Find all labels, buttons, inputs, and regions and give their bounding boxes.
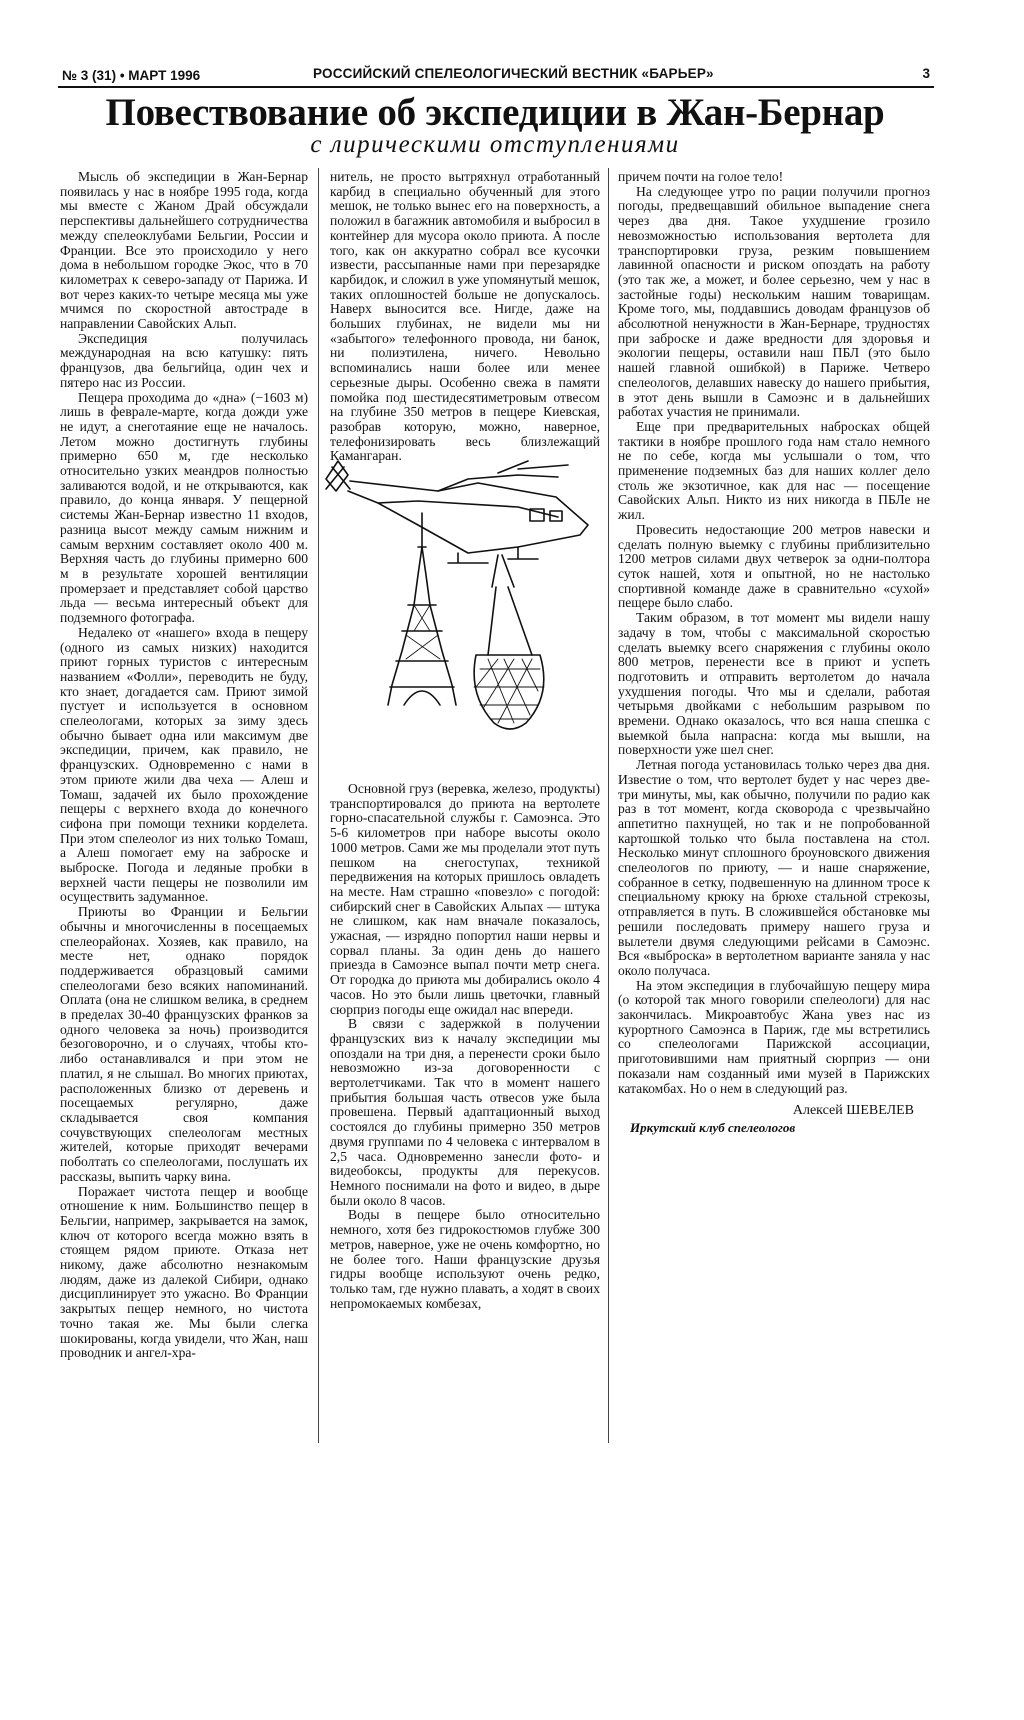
helicopter-icon: [348, 481, 588, 553]
paragraph: причем почти на голое тело!: [618, 169, 784, 184]
article-title: Повествование об экспедиции в Жан-Бернар: [105, 91, 885, 134]
column-3: [618, 170, 930, 1136]
paragraph: Приюты во Франции и Бельгии обычны и многочисленны в посещаемых спелеорайонах. Хозяев, как правило, на месте нет, однако порядок поддерживается образцовый самими спелеологами безо всяких напоминаний. Оплата (она не слишком велика, в среднем в пределах 30-40 французских франков за одного человека за ночь) производится безоговорочно, и о случаях, чтобы кто-либо останавливался и при этом не платил, я не слышал. Во многих приютах, расположенных близко от деревень и посещаемых регулярно, даже складывается своя компания сочувствующих спелеологам местных жителей, которые приходят вечерами поболтать со спелеологами, послушать их рассказы, выпить чарку вина.: [60, 904, 308, 1184]
column-2-top: [330, 170, 600, 464]
paragraph: Мысль об экспедиции в Жан-Бернар появилась у нас в ноябре 1995 года, когда мы вместе с Жаном Драй обсуждали перспективы дальнейшего сотрудничества между спелеоклубами Бельгии, России и Франции. Все это происходило у него дома в небольшом городке Экос, что в 70 километрах к северо-западу от Парижа. И вот через каких-то четыре месяца мы уже мчимся по скоростной автостраде в направлении Савойских Альп.: [60, 169, 308, 332]
column-1: [60, 170, 308, 1361]
header-rule: [58, 86, 934, 88]
cargo-net-icon: [474, 655, 544, 729]
paragraph: Провесить недостающие 200 метров навески и сделать полную выемку с глубины приблизительно 1200 метров силами двух четверок за одни-полтора суток нашей, хотя и опытной, но не настолько спортивной команде даже в сравнительно «сухой» пещере было слабо.: [618, 521, 930, 611]
column-divider: [608, 168, 609, 1443]
article-subtitle: с лирическими отступлениями: [310, 131, 680, 158]
paragraph: Еще при предварительных набросках общей тактики в ноябре прошлого года нам стало немного не по себе, когда мы услышали о том, что применение подземных баз для наших коллег дело столь же экзотичное, как для нас — посещение Савойских Альп. Никто из них никогда в ПБЛе не жил.: [618, 418, 930, 523]
paragraph: Таким образом, в тот момент мы видели нашу задачу в том, чтобы с максимальной скоростью сделать выемку всего снаряжения с глубины около 800 метров, перенести все в приют и успеть подготовить и отправить вертолетом до начала ухудшения погоды. Что мы и сделали, работая четырьмя двойками с небольшим разрывом по времени. Однако оказалось, что вся наша спешка с выемкой была напрасна: когда мы вышли, на поверхности уже шел снег.: [618, 610, 930, 758]
paragraph: Воды в пещере было относительно немного, хотя без гидрокостюмов глубже 300 метров, наверное, уже не очень комфортно, но не более того. Наши французские друзья гидры вообще используют очень редко, только там, где нужно плавать, а ходят в своих непромокаемых комбезах,: [330, 1207, 600, 1311]
author-organization: Иркутский клуб спелеологов: [630, 1120, 796, 1135]
newspaper-name: РОССИЙСКИЙ СПЕЛЕОЛОГИЧЕСКИЙ ВЕСТНИК «БАРЬЕР»: [313, 66, 714, 81]
column-2-bottom: [330, 782, 600, 1311]
paragraph: Основной груз (веревка, железо, продукты) транспортировался до приюта на вертолете горно-спасательной службы г. Самоэнса. Это 5-6 километров при наборе высоты около 1000 метров. Сами же мы проделали этот путь пешком на снегоступах, техникой передвижения на которых пришлось овладеть на месте. Нам страшно «повезло» с погодой: сибирский снег в Савойских Альпах — штука не слишком, как нам вначале показалось, ужасная, — изрядно попортил наши нервы и сорвал планы. За один день до нашего приезда в Самоэнсе выпал почти метр снега. От городка до приюта мы добирались около 4 часов. Но это были лишь цветочки, главный сюрприз погоды еще ожидал нас впереди.: [330, 781, 600, 1017]
paragraph: Пещера проходима до «дна» (−1603 м) лишь в феврале-марте, когда дожди уже не идут, а снеготаяние еще не началось. Летом можно достигнуть глубины примерно 650 м, где несколько относительно узких меандров полностью заливаются водой, и не открываются, как правило, до конца января. У пещерной системы Жан-Бернар известно 11 входов, разница высот между самым нижним и самым верхним составляет около 400 м. Верхняя часть до глубины примерно 600 м в результате хорошей вентиляции промерзает и представляет собой царство льда — весьма интересный объект для подземного фотографа.: [60, 389, 308, 626]
helicopter-illustration: [318, 455, 608, 771]
page-header: [60, 66, 930, 86]
eiffel-tower-icon: [388, 547, 456, 705]
paragraph: Поражает чистота пещер и вообще отношение к ним. Большинство пещер в Бельгии, например, закрывается на замок, ключ от которого всегда можно взять в стоящем рядом приюте. Отказа нет никому, даже абсолютно незнакомым людям, даже из далекой Сибири, однако дисциплинирует это ужасно. Во Франции закрытых пещер немного, но чистота точно такая же. Мы были слегка шокированы, когда увидели, что Жан, наш проводник и ангел-хра-: [60, 1183, 308, 1361]
paragraph: В связи с задержкой в получении французских виз к началу экспедиции мы опоздали на три дня, а перенести сроки было невозможно из-за договоренности с вертолетчиками. Так что в момент нашего прибытия большая часть отвесов уже была провешена. Первый адаптационный выход состоялся до глубины примерно 350 метров двумя группами по 4 человека с интервалом в 2,5 часа. Одновременно занесли фото- и видеобоксы, продукты для перекусов. Немного поснимали на фото и видео, в дыре были около 8 часов.: [330, 1016, 600, 1208]
paragraph: Недалеко от «нашего» входа в пещеру (одного из самых низких) находится приют горных туристов с интересным названием «Фолли», переводить не буду, кто знает, догадается сам. Приют зимой пустует и используется в основном спелеологами, которых за зиму здесь обычно бывает одна или максимум две экспедиции, причем, как правило, не французских. Одновременно с нами в этом приюте жили два чеха — Алеш и Томаш, задачей их было прохождение пещеры с верхнего входа до конечного сифона при помощи техники корделета. При этом спелеолог из них только Томаш, а Алеш помогает ему на заброске и выброске. Погода и ледяные пробки в верхней части пещеры не позволили им осуществить задуманное.: [60, 624, 308, 905]
paragraph: На этом экспедиция в глубочайшую пещеру мира (о которой так много говорили спелеологи) для нас закончилась. Микроавтобус Жана увез нас из курортного Самоэнса в Париж, где мы встретились со спелеологами Парижской ассоциации, приготовившими нам приятный сюрприз — они показали нам созданный ими музей в Парижских катакомбах. Но о нем в следующий раз.: [618, 977, 930, 1096]
author-name: Алексей ШЕВЕЛЕВ: [792, 1103, 914, 1119]
column-divider: [318, 168, 319, 1443]
paragraph: Летная погода установилась только через два дня. Известие о том, что вертолет будет у нас через две-три минуты, мы, как обычно, получили по радио как раз в тот момент, когда сковорода с чрезвычайно аппетитно пахнущей, но так и не попробованной картошкой только что была поставлена на стол. Несколько минут сплошного броуновского движения спелеологов по приюту, — и наше снаряжение, собранное в сетку, подвешенную на длинном тросе к специальному крюку на брюхе стальной стрекозы, отправляется в путь. В сложившейся обстановке мы решили последовать примеру нашего груза и вылетели двумя следующими рейсами в Самоэнс. Вся «выброска» в вертолетном варианте заняла у нас около получаса.: [618, 757, 930, 978]
paragraph: нитель, не просто вытряхнул отработанный карбид в специально обученный для этого мешок, не только вынес его на поверхность, а положил в багажник автомобиля и выбросил в контейнер для мусора около приюта. А после того, как он аккуратно собрал все кусочки извести, рассыпанные нами при перезарядке карбидок, и сложил в уже упомянутый мешок, таких оплошностей больше не допускалось. Наверх выносится все. Нигде, даже на больших глубинах, не видели мы ни «забытого» телефонного провода, ни банок, ни полиэтилена, ничего. Невольно вспоминались наши более или менее серьезные дыры. Особенно свежа в памяти помойка под шестидесятиметровым отвесом на глубине 350 метров в пещере Киевская, разобрав которую, можно, наверное, телефонизировать весь близлежащий Камангаран.: [330, 169, 600, 464]
page-number: 3: [922, 66, 930, 81]
paragraph: Экспедиция получилась международная на всю катушку: пять французов, два бельгийца, один чех и пятеро нас из России.: [60, 330, 308, 390]
paragraph: На следующее утро по рации получили прогноз погоды, предвещавший обильное выпадение снега через два дня. Такое ухудшение грозило невозможностью использования вертолета для транспортировки груза, резким повышением лавинной опасности и риском опоздать на работу (это так же, а может, и более серьезно, чем у нас в застойные годы) нескольким нашим товарищам. Кроме того, мы, поддавшись доводам французов об абсолютной ненужности в Жан-Бернаре, трудностях при заброске и даже вредности для здоровья и экологии пещеры, оставили наш ПБЛ (это было нашей главной ошибкой) в Париже. Четверо спелеологов, делавших навеску до нашего прибытия, в этот день вышли в Самоэнс и в дальнейших работах участия не принимали.: [618, 183, 930, 420]
issue-info: № 3 (31) • МАРТ 1996: [62, 68, 201, 83]
